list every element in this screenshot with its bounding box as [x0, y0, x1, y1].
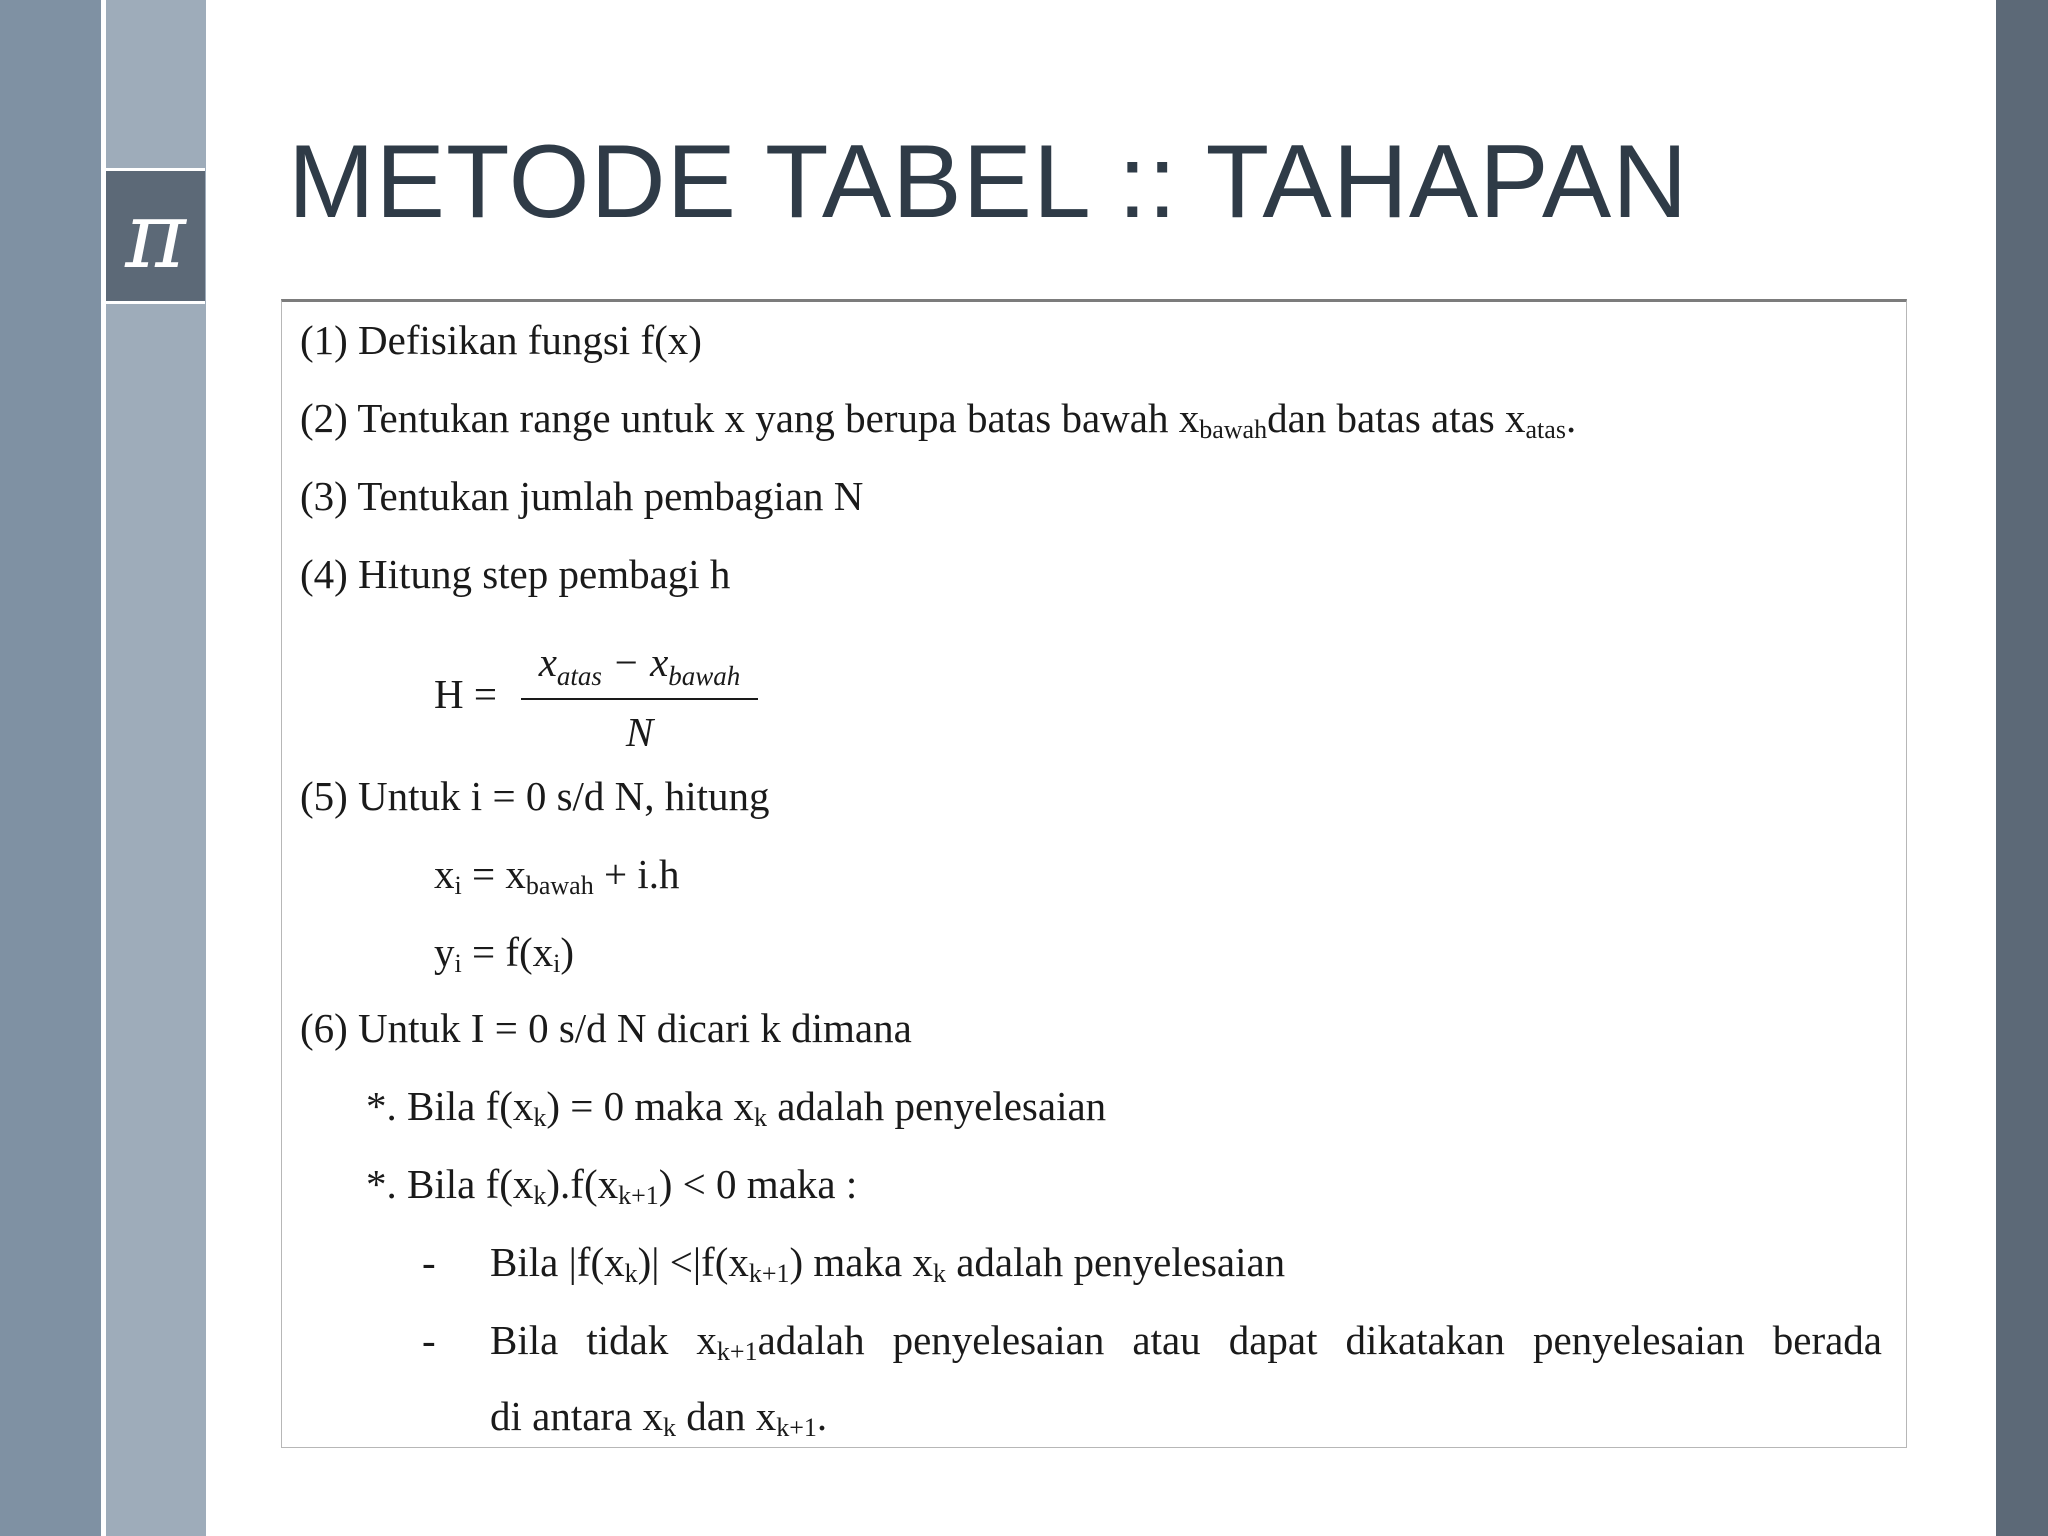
dash-1: -: [422, 1239, 436, 1285]
sub-condition-2-cont: di antara $x_k$ dan $x_{k+1}$.: [490, 1393, 828, 1442]
step-2: (2) Tentukan range untuk x yang berupa batas bawah $x_{bawah}dan$ batas atas $x_{atas}$.: [300, 395, 1577, 444]
algorithm-box: [281, 299, 1907, 1448]
condition-2: *. Bila $f(x_k).f(x_{k+1}) < 0$ maka :: [366, 1161, 858, 1210]
formula-fraction: [521, 638, 758, 756]
formula-lhs: H =: [434, 671, 497, 717]
pi-icon: π: [125, 182, 186, 289]
step-4: (4) Hitung step pembagi h: [300, 551, 731, 597]
right-band: [1996, 0, 2048, 1536]
formula-denominator: N: [625, 709, 654, 756]
left-band-outer: [0, 0, 101, 1536]
dash-2: -: [422, 1317, 436, 1363]
step-6: (6) Untuk I = 0 s/d N dicari k dimana: [300, 1005, 912, 1051]
formula-numerator: $x_{atas} - x_{bawah}$: [521, 638, 758, 700]
slide-title: METODE TABEL :: TAHAPAN: [288, 124, 1689, 240]
step-5-xi: $x_i = x_{bawah} + i.h$: [434, 851, 680, 900]
pi-logo: [106, 168, 205, 304]
condition-1: *. Bila $f(x_k) = 0$ maka $x_k$ adalah penyelesaian: [366, 1083, 1107, 1132]
sub-condition-2: Bila tidak $x_{k+1}adalah$ penyelesaian atau dapat dikatakan penyelesaian berada: [490, 1317, 1882, 1366]
sub-condition-1: Bila $|f(x_k)| <|f(x_{k+1})$ maka $x_k$ adalah penyelesaian: [490, 1239, 1286, 1288]
step-1: (1) Defisikan fungsi f(x): [300, 317, 702, 363]
step-5-yi: $y_i = f(x_i)$: [434, 929, 575, 978]
step-3: (3) Tentukan jumlah pembagian N: [300, 473, 864, 519]
step-5: (5) Untuk i = 0 s/d N, hitung: [300, 773, 770, 819]
